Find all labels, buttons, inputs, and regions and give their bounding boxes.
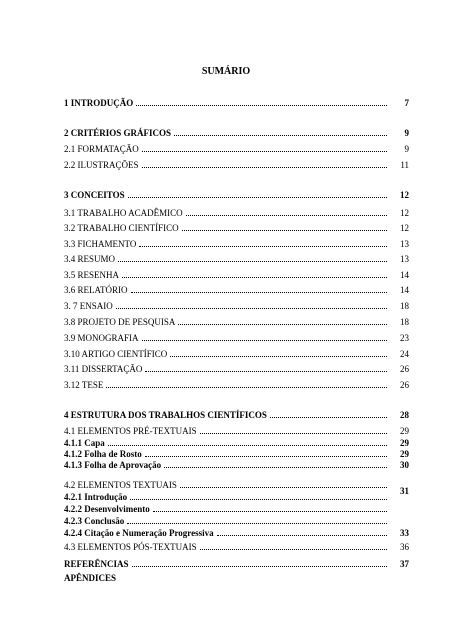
entry-page: 37 [400,559,409,569]
entry-label: 3.9 MONOGRAFIA [64,333,139,343]
dot-leader [132,565,387,567]
dot-leader [136,104,387,106]
toc-entry [64,238,409,250]
dot-leader [119,580,387,581]
toc-entry [64,348,409,360]
dot-leader [200,432,387,434]
entry-page: 14 [400,270,409,280]
group-page-number: 31 [400,486,409,496]
toc-entry [64,491,409,503]
entry-page: 36 [400,542,409,552]
entry-label: 3.6 RELATÓRIO [64,285,128,295]
toc-entry [64,127,409,139]
entry-label: 4.2.2 Desenvolvimento [64,504,150,514]
toc-entry [64,527,409,539]
toc-entry [64,207,409,219]
toc-entry [64,459,409,471]
entry-label: 4.3 ELEMENTOS PÓS-TEXTUAIS [64,542,197,552]
dot-leader [174,134,387,136]
toc-entry [64,269,409,281]
entry-label: 3.11 DISSERTAÇÃO [64,364,143,374]
entry-page: 9 [404,128,409,138]
entry-label: 3.4 RESUMO [64,254,116,264]
entry-page: 29 [400,449,409,459]
entry-page: 18 [400,301,409,311]
entry-page: 12 [400,208,409,218]
entry-label: 4.1.2 Folha de Rosto [64,449,142,459]
entry-page: 13 [400,239,409,249]
toc-entry [64,316,409,328]
dot-leader [270,416,387,418]
entry-page: 30 [400,460,409,470]
toc-entry [64,572,409,584]
toc-entry [64,332,409,344]
dot-leader [164,466,387,468]
dot-leader [106,386,387,388]
dot-leader [122,276,387,278]
entry-page: 33 [400,528,409,538]
entry-label: 2.1 FORMATAÇÃO [64,144,139,154]
toc-entry [64,409,409,421]
entry-label: 3.2 TRABALHO CIENTÍFICO [64,223,179,233]
entry-label: 4.1.3 Folha de Aprovação [64,460,162,470]
entry-page: 18 [400,317,409,327]
entry-page: 12 [400,190,409,200]
entry-label: 3.3 FICHAMENTO [64,239,137,249]
entry-label: 1 INTRODUÇÃO [64,98,134,108]
dot-leader [142,339,387,341]
entry-label: 3.1 TRABALHO ACADÊMICO [64,208,183,218]
toc-entry [64,479,409,491]
toc-entry [64,541,409,553]
dot-leader [116,307,387,309]
toc-entry [64,143,409,155]
entry-page: 11 [400,160,409,170]
entry-label: APÊNDICES [64,573,117,583]
dot-leader [130,498,387,500]
entry-page: 13 [400,254,409,264]
entry-label: 3.12 TESE [64,380,104,390]
dot-leader [182,229,387,231]
dot-leader [145,370,387,372]
toc-entry [64,425,409,437]
entry-page: 29 [400,426,409,436]
toc-entry [64,379,409,391]
dot-leader [145,455,387,457]
entry-label: 2.2 ILUSTRAÇÕES [64,160,139,170]
dot-leader [142,150,387,152]
entry-label: 3.5 RESENHA [64,270,120,280]
page-title: SUMÁRIO [201,66,251,77]
toc-entry [64,97,409,109]
toc-entry [64,189,409,201]
dot-leader [131,291,388,293]
dot-leader [139,245,387,247]
dot-leader [180,486,387,488]
entry-label: 4.1 ELEMENTOS PRÉ-TEXTUAIS [64,426,197,436]
dot-leader [142,166,387,168]
entry-page: 29 [400,438,409,448]
entry-label: 3.8 PROJETO DE PESQUISA [64,317,176,327]
entry-page: 7 [404,98,409,108]
toc-entry [64,284,409,296]
entry-label: 3. 7 ENSAIO [64,301,113,311]
dot-leader [128,196,387,198]
entry-label: REFERÊNCIAS [64,559,129,569]
dot-leader [200,548,387,550]
dot-leader [170,355,387,357]
entry-label: 3.10 ARTIGO CIENTÍFICO [64,349,168,359]
toc-entry [64,222,409,234]
toc-entry [64,558,409,570]
entry-page: 9 [404,144,409,154]
entry-page: 28 [400,410,409,420]
entry-page: 26 [400,364,409,374]
dot-leader [127,522,387,524]
toc-entry [64,253,409,265]
toc-entry [64,363,409,375]
entry-page: 14 [400,285,409,295]
dot-leader [186,214,387,216]
toc-entry [64,503,409,515]
entry-label: 4.2.1 Introdução [64,492,128,502]
entry-page: 23 [400,333,409,343]
entry-label: 4.2 ELEMENTOS TEXTUAIS [64,480,177,490]
entry-page: 26 [400,380,409,390]
toc-entry [64,515,409,527]
toc-entry [64,159,409,171]
dot-leader [118,260,387,262]
entry-page: 24 [400,349,409,359]
entry-label: 4.2.3 Conclusão [64,516,125,526]
toc-entry [64,300,409,312]
entry-label: 2 CRITÉRIOS GRÁFICOS [64,128,172,138]
entry-label: 4 ESTRUTURA DOS TRABALHOS CIENTÍFICOS [64,410,267,420]
entry-page: 12 [400,223,409,233]
entry-label: 3 CONCEITOS [64,190,125,200]
entry-label: 4.2.4 Citação e Numeração Progressiva [64,528,214,538]
entry-label: 4.1.1 Capa [64,438,105,448]
dot-leader [153,510,387,512]
dot-leader [178,323,387,325]
dot-leader [108,444,387,446]
dot-leader [217,534,387,536]
